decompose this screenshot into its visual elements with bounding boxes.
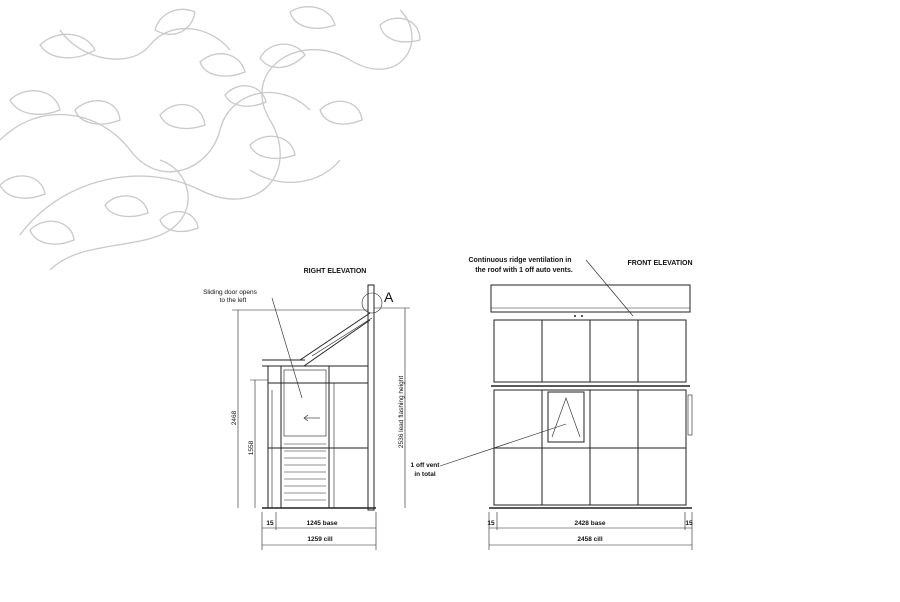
dim-right-side-15: 15 [266,520,274,527]
dim-right-base: 1245 base [306,520,338,527]
leaf-pattern-decoration [0,7,420,270]
door-callout-line1: Sliding door opens [203,289,257,296]
door-louvres [284,444,326,500]
dim-door-height: 1558 [248,440,255,456]
door-callout-line2: to the left [219,297,247,304]
dim-lead-flashing: 2536 lead flashing height [398,375,405,449]
vent-callout-line2: in total [414,471,436,478]
ridge-callout-leader [586,260,633,316]
ridge-callout-line2: the roof with 1 off auto vents. [475,267,573,274]
side-frame [268,366,368,508]
ridge-callout-line1: Continuous ridge ventilation in [468,257,572,264]
dim-front-left-15: 15 [487,520,495,527]
right-elevation-title: RIGHT ELEVATION [303,268,367,275]
right-elevation-drawing [203,268,410,550]
side-vent-window [548,392,584,442]
front-elevation-title: FRONT ELEVATION [627,260,693,267]
roof-slope [300,313,370,360]
dim-total-height: 2468 [231,410,238,426]
sliding-door [281,366,329,508]
vent-callout-line1: 1 off vent [410,462,440,469]
dim-front-base: 2428 base [574,520,606,527]
vent-callout-leader [440,424,566,466]
dim-right-cill: 1259 cill [307,536,333,543]
dim-front-cill: 2458 cill [577,536,603,543]
front-elevation-drawing [411,257,693,550]
detail-marker-a: A [384,289,394,305]
dim-front-right-15: 15 [685,520,693,527]
